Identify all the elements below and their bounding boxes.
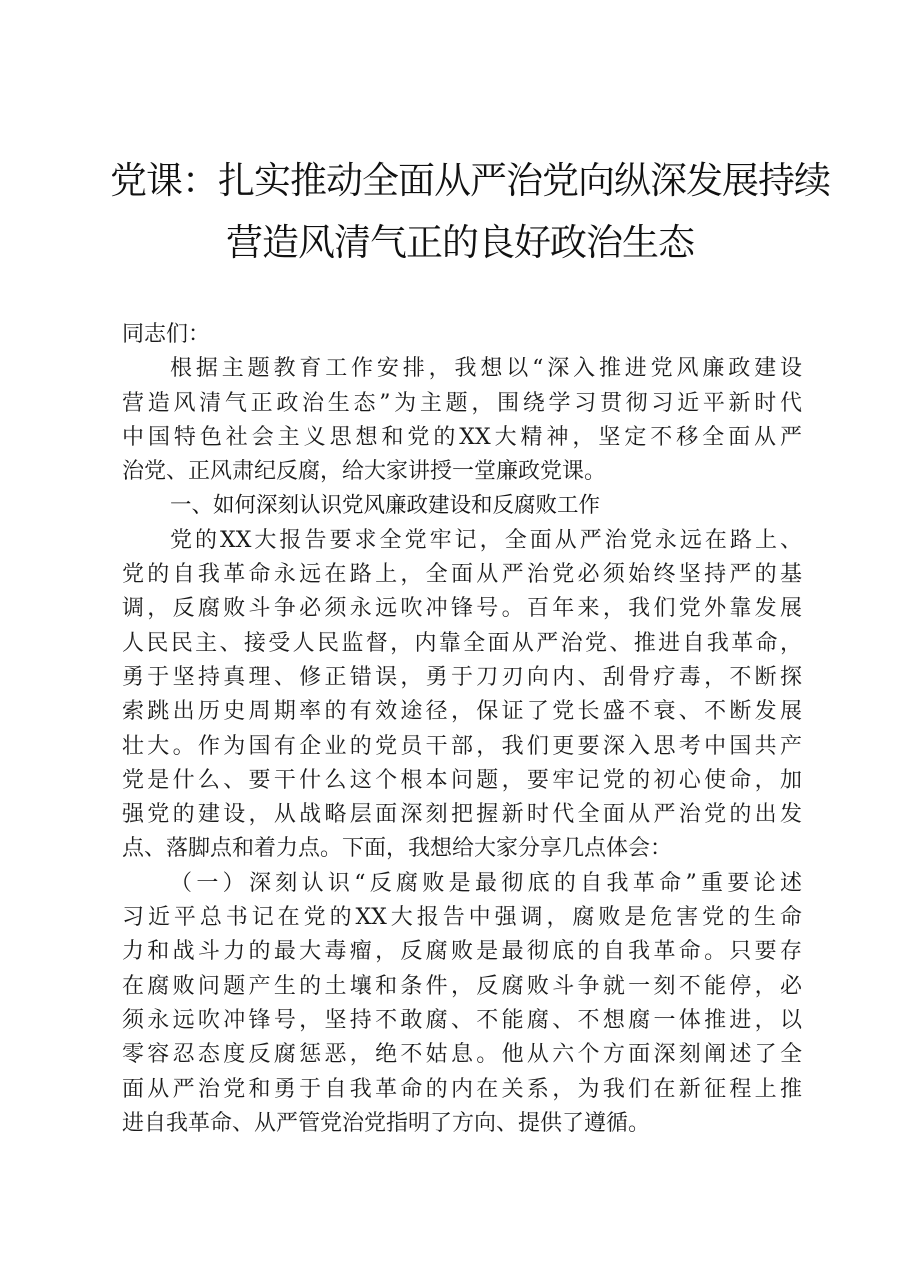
paragraph-3-line: 在腐败问题产生的土壤和条件，反腐败斗争就一刻不能停，必 xyxy=(122,973,802,999)
paragraph-2-line: 点、落脚点和着力点。下面，我想给大家分享几点体会： xyxy=(122,836,673,862)
paragraph-3-line: 进自我革命、从严管党治党指明了方向、提供了遵循。 xyxy=(122,1110,651,1136)
paragraph-2-line: 索跳出历史周期率的有效途径，保证了党长盛不衰、不断发展 xyxy=(122,699,802,725)
document-body xyxy=(122,318,802,1141)
paragraph-3-line: 习近平总书记在党的XX大报告中强调，腐败是危害党的生命 xyxy=(122,905,802,931)
paragraph-1-line: 治党、正风肃纪反腐，给大家讲授一堂廉政党课。 xyxy=(122,459,607,485)
subsection-heading-1: （一）深刻认识“反腐败是最彻底的自我革命”重要论述 xyxy=(170,870,802,896)
section-heading-1: 一、如何深刻认识党风廉政建设和反腐败工作 xyxy=(170,493,601,519)
paragraph-3-line: 零容忍态度反腐惩恶，绝不姑息。他从六个方面深刻阐述了全 xyxy=(122,1042,802,1068)
title-line-1: 党课：扎实推动全面从严治党向纵深发展持续 xyxy=(110,159,830,202)
paragraph-3-line: 面从严治党和勇于自我革命的内在关系，为我们在新征程上推 xyxy=(122,1076,802,1102)
document-title xyxy=(110,150,830,274)
paragraph-1-line: 中国特色社会主义思想和党的XX大精神，坚定不移全面从严 xyxy=(122,424,802,450)
paragraph-2-line: 勇于坚持真理、修正错误，勇于刀刃向内、刮骨疗毒，不断探 xyxy=(122,664,802,690)
paragraph-2-line: 调，反腐败斗争必须永远吹冲锋号。百年来，我们党外靠发展 xyxy=(122,596,802,622)
paragraph-2-line: 人民民主、接受人民监督，内靠全面从严治党、推进自我革命， xyxy=(122,630,802,656)
paragraph-2-line: 党的XX大报告要求全党牢记，全面从严治党永远在路上、 xyxy=(170,527,802,553)
paragraph-3-line: 须永远吹冲锋号，坚持不敢腐、不能腐、不想腐一体推进，以 xyxy=(122,1007,802,1033)
paragraph-2-line: 党的自我革命永远在路上，全面从严治党必须始终坚持严的基 xyxy=(122,562,802,588)
paragraph-2-line: 党是什么、要干什么这个根本问题，要牢记党的初心使命，加 xyxy=(122,767,802,793)
greeting: 同志们： xyxy=(122,322,211,347)
paragraph-3-line: 力和战斗力的最大毒瘤，反腐败是最彻底的自我革命。只要存 xyxy=(122,939,802,965)
paragraph-1-line: 营造风清气正政治生态”为主题，围绕学习贯彻习近平新时代 xyxy=(122,390,802,416)
paragraph-1-line: 根据主题教育工作安排，我想以“深入推进党风廉政建设 xyxy=(170,356,802,382)
title-line-2: 营造风清气正的良好政治生态 xyxy=(226,221,694,264)
paragraph-2-line: 强党的建设，从战略层面深刻把握新时代全面从严治党的出发 xyxy=(122,802,802,828)
paragraph-2-line: 壮大。作为国有企业的党员干部，我们更要深入思考中国共产 xyxy=(122,733,802,759)
